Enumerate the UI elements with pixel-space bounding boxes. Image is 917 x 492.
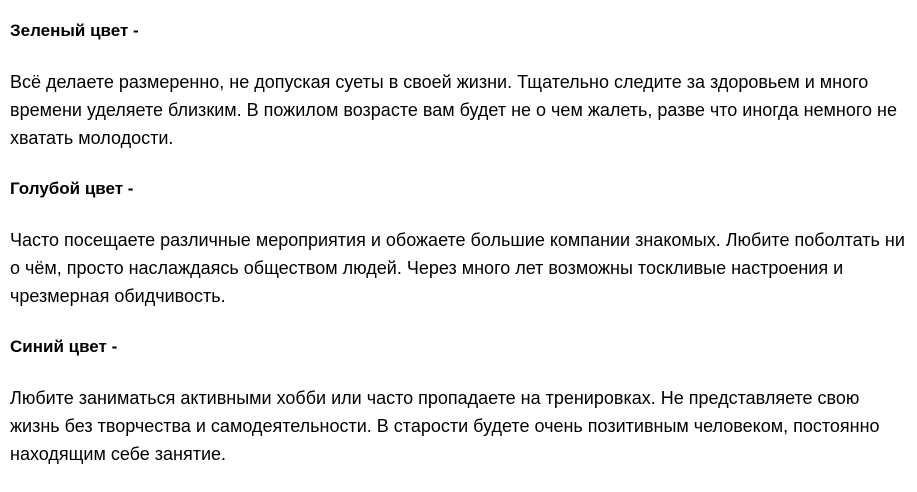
section-paragraph: Всё делаете размеренно, не допуская суеты в своей жизни. Тщательно следите за здоровьем и много времени уделяете близким. В пожилом возрасте вам будет не о чем жалеть, разве что иногда немного не хватать молодости. <box>10 72 897 148</box>
section-heading: Синий цвет - <box>10 337 118 356</box>
section-paragraph: Часто посещаете различные мероприятия и обожаете большие компании знакомых. Любите поболтать ни о чём, просто наслаждаясь обществом людей. Через много лет возможны тоскливые настроения и чрезмерная обидчивость. <box>10 230 905 306</box>
section-paragraph: Любите заниматься активными хобби или часто пропадаете на тренировках. Не представляете свою жизнь без творчества и самодеятельности. В старости будете очень позитивным человеком, постоянно находящим себе занятие. <box>10 388 880 464</box>
section-heading: Голубой цвет - <box>10 179 134 198</box>
section-blue <box>10 333 907 468</box>
section-heading: Зеленый цвет - <box>10 21 139 40</box>
section-green <box>10 17 907 152</box>
section-lightblue <box>10 175 907 310</box>
